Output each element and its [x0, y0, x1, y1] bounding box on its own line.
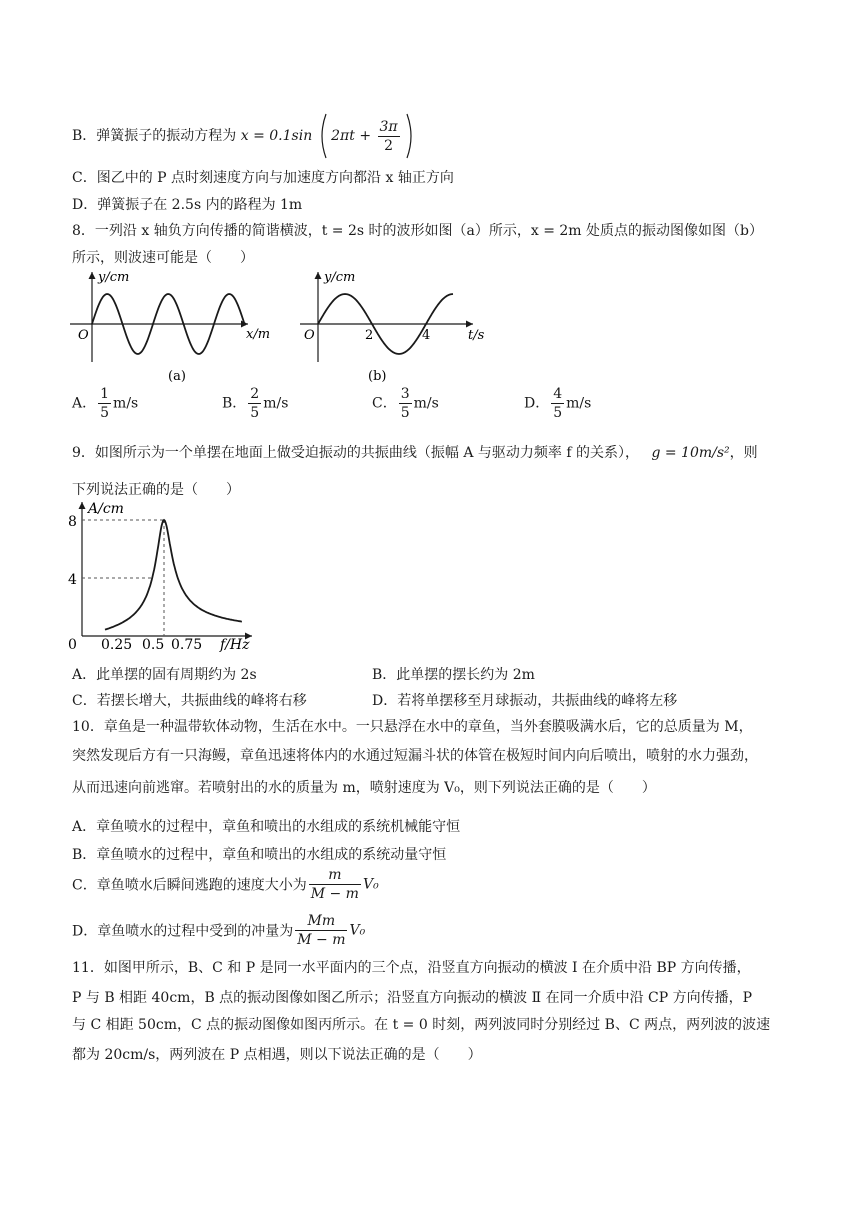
- q10-d-velocity: V₀: [349, 922, 366, 939]
- q9-xlabel: f/Hz: [220, 637, 250, 653]
- option-fraction: $\frac{4}{5}$: [553, 386, 563, 421]
- q10-option-b: B．章鱼喷水的过程中，章鱼和喷出的水组成的系统动量守恒: [72, 847, 447, 863]
- q11-stem-line4: 都为 20cm/s，两列波在 P 点相遇，则以下说法正确的是（ ）: [72, 1047, 482, 1063]
- q10-c-fraction: $\frac{m}{M - m}$: [310, 867, 359, 902]
- q9-option-b: B．此单摆的摆长约为 2m: [372, 667, 535, 683]
- q8-option-d: [524, 385, 591, 422]
- fraction-numerator: 3π: [379, 118, 398, 135]
- q7-equation-2pit: 2πt +: [331, 128, 372, 144]
- q10-stem-line2: 突然发现后方有一只海鳗，章鱼迅速将体内的水通过短漏斗状的体管在极短时间内向后喷出，喷射的水力强劲，: [72, 748, 758, 764]
- left-paren-icon: [317, 113, 327, 159]
- option-label: D．: [524, 395, 550, 412]
- q8-option-a: [72, 385, 138, 422]
- fraction-denominator: 2: [384, 137, 394, 154]
- q9-xtick-05: 0.5: [142, 637, 165, 653]
- fig-a-ylabel: y/cm: [98, 270, 130, 285]
- fig-b-tick-4: 4: [422, 328, 431, 343]
- q9-option-d: D．若将单摆移至月球振动，共振曲线的峰将左移: [372, 693, 678, 709]
- fig-a-xlabel: x/m: [246, 327, 271, 342]
- q7-option-d: D．弹簧振子在 2.5s 内的路程为 1m: [72, 197, 303, 213]
- q8-figure-b: [298, 266, 498, 386]
- option-unit: m/s: [113, 395, 139, 412]
- fig-b-ylabel: y/cm: [324, 270, 356, 285]
- option-label: A．: [72, 395, 97, 412]
- q9-ylabel: A/cm: [88, 501, 124, 517]
- fig-b-caption: (b): [368, 369, 387, 384]
- q8-options: [72, 385, 772, 429]
- q8-option-b: [222, 385, 288, 422]
- option-fraction: $\frac{1}{5}$: [100, 386, 110, 421]
- option-label: B．: [222, 395, 247, 412]
- q9-stem-line1: [72, 442, 758, 462]
- option-label: C．: [372, 395, 397, 412]
- q9-xtick-075: 0.75: [171, 637, 203, 653]
- q9-stem-text: 9．如图所示为一个单摆在地面上做受迫振动的共振曲线（振幅 A 与驱动力频率 f 的关系），: [72, 445, 639, 461]
- option-fraction: $\frac{3}{5}$: [400, 386, 410, 421]
- q9-gravity: g = 10m/s²: [651, 445, 730, 461]
- q7-equation-lhs: x = 0.1sin: [240, 128, 313, 144]
- q10-d-fraction: $\frac{Mm}{M - m}$: [297, 913, 346, 948]
- fig-b-origin: O: [304, 328, 315, 343]
- q9-ytick-4: 4: [68, 572, 77, 588]
- q7-option-b: [72, 113, 416, 154]
- q9-stem-line2: 下列说法正确的是（ ）: [72, 482, 240, 498]
- q9-option-c: C．若摆长增大，共振曲线的峰将右移: [72, 693, 307, 709]
- q9-ytick-0: 0: [68, 637, 77, 653]
- q9-xtick-025: 0.25: [101, 637, 133, 653]
- q10-option-a: A．章鱼喷水的过程中，章鱼和喷出的水组成的系统机械能守恒: [72, 819, 461, 835]
- q10-stem-line1: 10．章鱼是一种温带软体动物，生活在水中。一只悬浮在水中的章鱼，当外套膜吸满水后，它的总质量为 M，: [72, 719, 753, 735]
- option-unit: m/s: [263, 395, 289, 412]
- q7-equation-fraction: [378, 118, 400, 155]
- q10-option-d: [72, 912, 365, 949]
- right-paren-icon: [406, 113, 416, 159]
- fig-a-caption: (a): [168, 369, 186, 384]
- q9-stem-end: ，则: [729, 445, 758, 461]
- q7-option-b-text: B．弹簧振子的振动方程为: [72, 128, 237, 144]
- q10-option-d-text: D．章鱼喷水的过程中受到的冲量为: [72, 923, 294, 940]
- q10-stem-line3: 从而迅速向前逃窜。若喷射出的水的质量为 m，喷射速度为 V₀，则下列说法正确的是（ ）: [72, 780, 656, 796]
- q9-resonance-chart: [60, 496, 270, 656]
- q7-option-c: C．图乙中的 P 点时刻速度方向与加速度方向都沿 x 轴正方向: [72, 170, 454, 186]
- fig-b-xlabel: t/s: [468, 328, 485, 343]
- q9-option-a: A．此单摆的固有周期约为 2s: [72, 667, 257, 683]
- q9-ytick-8: 8: [68, 514, 77, 530]
- option-unit: m/s: [413, 395, 439, 412]
- q10-c-velocity: V₀: [362, 876, 379, 893]
- q8-stem-line2: 所示，则波速可能是（ ）: [72, 250, 254, 266]
- fig-a-origin: O: [78, 328, 89, 343]
- option-fraction: $\frac{2}{5}$: [250, 386, 260, 421]
- q10-option-c-text: C．章鱼喷水后瞬间逃跑的速度大小为: [72, 877, 307, 894]
- q8-figure-a: [68, 266, 288, 386]
- q11-stem-line1: 11．如图甲所示，B、C 和 P 是同一水平面内的三个点，沿竖直方向振动的横波 Ⅰ 在介质中沿 BP 方向传播，: [72, 960, 751, 976]
- q11-stem-line3: 与 C 相距 50cm，C 点的振动图像如图丙所示。在 t = 0 时刻，两列波同时分别经过 B、C 两点，两列波的波速: [72, 1017, 771, 1033]
- q11-stem-line2: P 与 B 相距 40cm，B 点的振动图像如图乙所示；沿竖直方向振动的横波 Ⅱ 在同一介质中沿 CP 方向传播，P: [72, 990, 753, 1006]
- q8-option-c: [372, 385, 439, 422]
- option-unit: m/s: [566, 395, 592, 412]
- fig-b-tick-2: 2: [365, 328, 374, 343]
- q10-option-c: [72, 866, 379, 903]
- q8-stem-line1: 8．一列沿 x 轴负方向传播的简谐横波，t = 2s 时的波形如图（a）所示，x = 2m 处质点的振动图像如图（b）: [72, 223, 763, 239]
